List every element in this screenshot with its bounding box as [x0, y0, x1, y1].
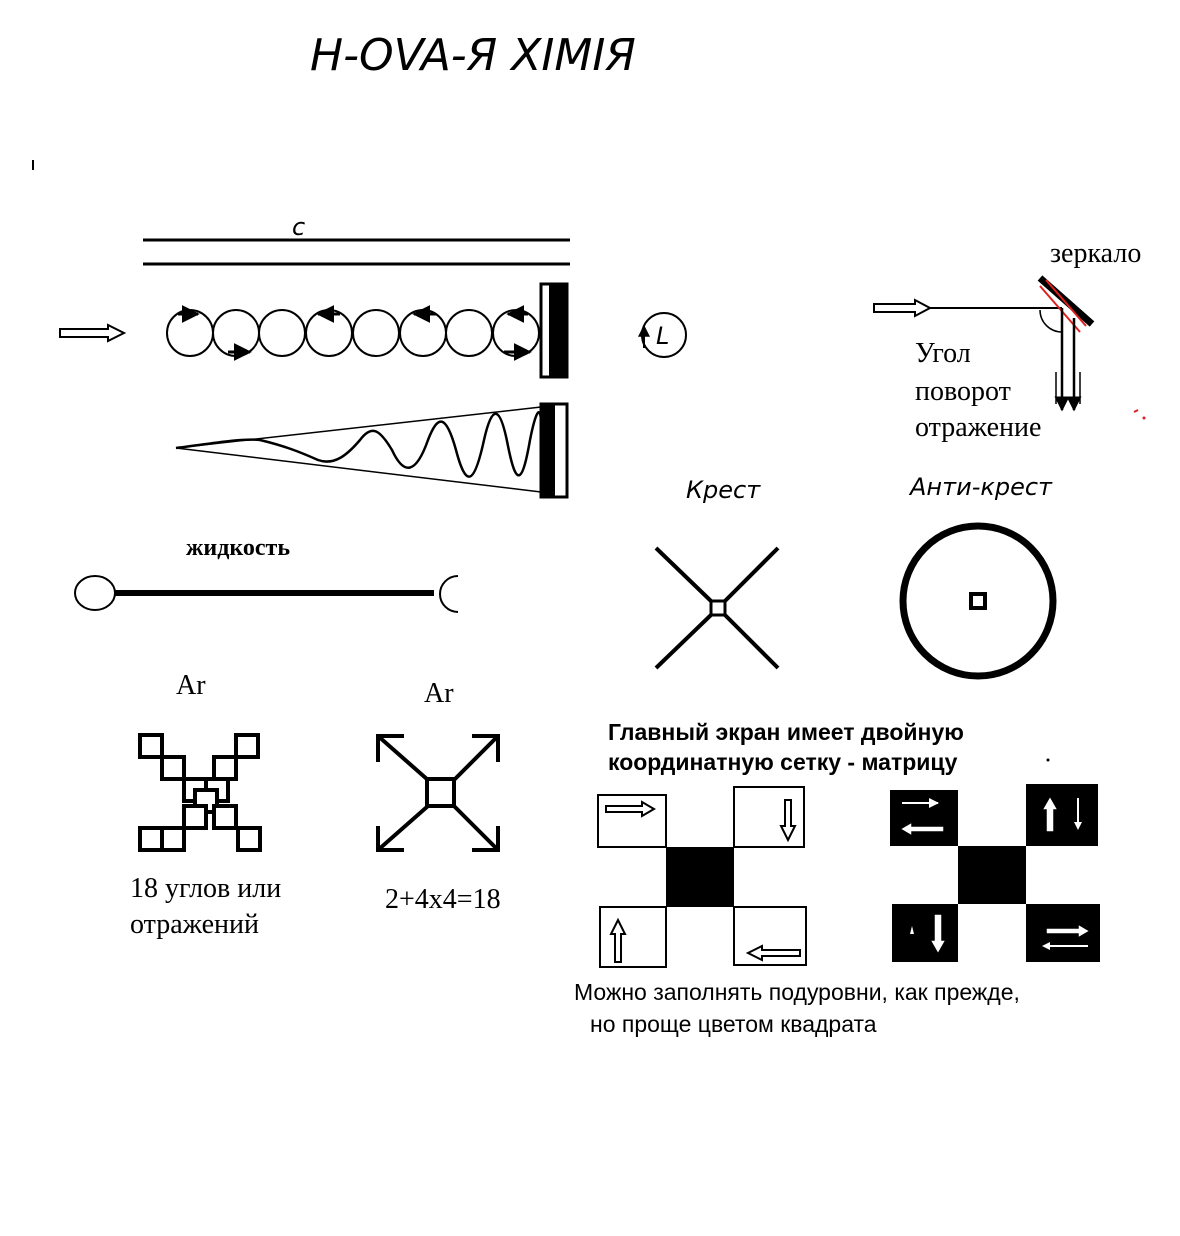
l-label: L: [656, 322, 670, 350]
ar-arrow-x: [378, 736, 498, 850]
angle-label-2: поворот: [915, 376, 1011, 407]
page-title: H-OVA-Я XIMIЯ: [310, 30, 636, 81]
matrix-grid-black: [890, 759, 1100, 963]
anti-cross-label: Анти-крест: [910, 473, 1053, 501]
cross-symbol: [656, 548, 778, 668]
wave-cone: [176, 407, 541, 492]
formula-label: 2+4x4=18: [385, 884, 501, 915]
ar-right-label: Ar: [424, 678, 454, 709]
l-circle: [642, 313, 686, 357]
liquid-bond: [75, 576, 458, 612]
liquid-label: жидкость: [186, 535, 291, 561]
angles-label-1: 18 углов или: [130, 873, 282, 904]
screen-text-1: Главный экран имеет двойную: [608, 719, 964, 745]
matrix-grid-white: [598, 787, 806, 967]
fill-text-2: но проще цветом квадрата: [590, 1011, 877, 1037]
ar-left-label: Ar: [176, 670, 206, 701]
angles-label-2: отражений: [130, 909, 259, 940]
angle-label-3: отражение: [915, 412, 1042, 443]
screen-wall-bottom: [541, 404, 567, 497]
screen-text-2: координатную сетку - матрицу: [608, 749, 958, 775]
fill-text-1: Можно заполнять подуровни, как прежде,: [574, 979, 1020, 1005]
circle-chain: [167, 310, 539, 356]
ar-square-x: [140, 735, 260, 850]
angle-label-1: Угол: [915, 338, 971, 369]
anti-cross-symbol: [903, 526, 1053, 676]
mirror-label: зеркало: [1050, 238, 1142, 269]
c-label: c: [292, 213, 306, 241]
incoming-arrow-icon: [60, 325, 124, 341]
cross-label: Крест: [686, 476, 761, 504]
screen-wall-top: [541, 284, 567, 377]
